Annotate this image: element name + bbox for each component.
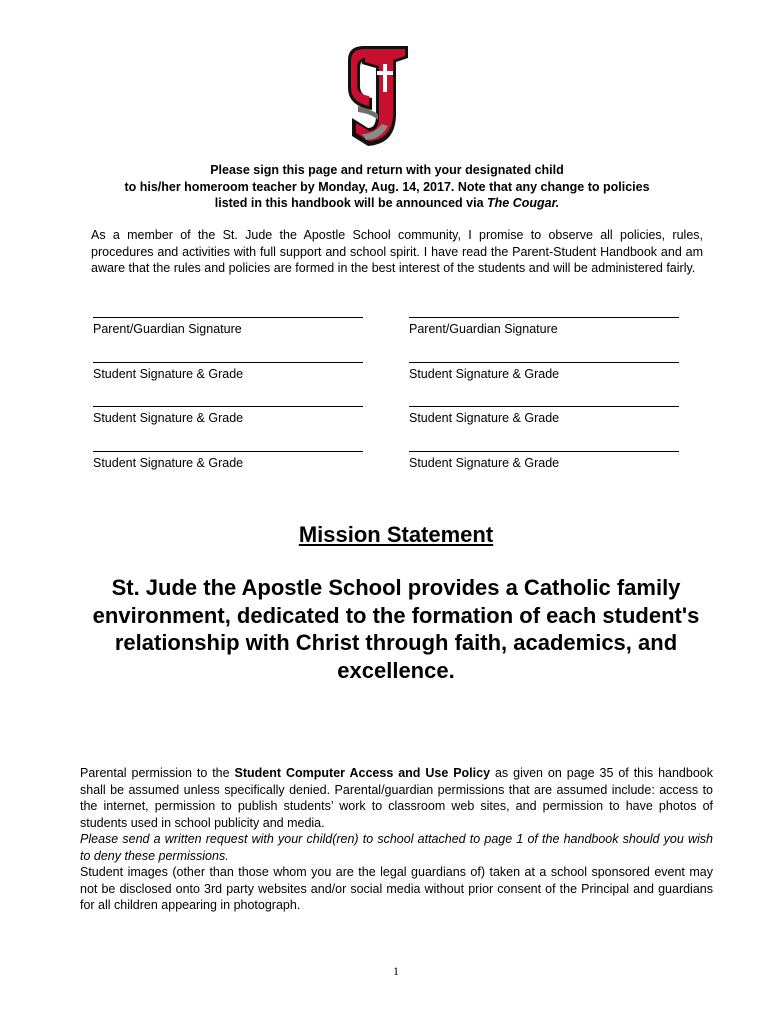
- signature-label: Student Signature & Grade: [409, 456, 560, 470]
- instructions-line-2: to his/her homeroom teacher by Monday, Aug. 14, 2017. Note that any change to policies: [124, 179, 650, 194]
- signature-label: Student Signature & Grade: [409, 367, 560, 381]
- page-number: 1: [393, 964, 399, 978]
- permission-details: as given on page 35 of this handbook shall be assumed unless specifically denied. Parental/guardian permissions that are assumed include: access to the internet, permission to publish students’ work to classroom web sites, and permission to have photos of students used in school publicity and media.: [80, 766, 713, 830]
- return-instructions: [80, 162, 694, 212]
- community-pledge: As a member of the St. Jude the Apostle School community, I promise to observe all policies, rules, procedures and activities with full support and school spirit. I have read the Parent-Student Handbook and am aware that the rules and policies are formed in the best interest of the students and will be administered fairly.: [91, 228, 703, 275]
- signature-line[interactable]: [409, 362, 679, 363]
- signature-label: Student Signature & Grade: [93, 367, 244, 381]
- policy-name: Student Computer Access and Use Policy: [234, 766, 491, 780]
- signature-label: Parent/Guardian Signature: [409, 322, 558, 336]
- st-jude-logo-icon: [338, 40, 434, 152]
- permission-paragraph: [80, 765, 713, 831]
- mission-text: St. Jude the Apostle School provides a Catholic family environment, dedicated to the formation of each student's relationship with Christ through faith, academics, and excellence.: [92, 575, 700, 683]
- instructions-line-3-text: listed in this handbook will be announced via: [214, 196, 488, 210]
- signature-line[interactable]: [409, 451, 679, 452]
- image-disclosure-paragraph: Student images (other than those whom you are the legal guardians of) taken at a school sponsored event may not be disclosed onto 3rd party websites and/or social media without prior consent of the Principal and guardians for all children appearing in photograph.: [80, 865, 713, 912]
- signature-label: Student Signature & Grade: [93, 411, 244, 425]
- signature-line[interactable]: [409, 317, 679, 318]
- newsletter-name: The Cougar.: [487, 196, 560, 210]
- signature-label: Parent/Guardian Signature: [93, 322, 242, 336]
- signature-line[interactable]: [93, 362, 363, 363]
- instructions-line-3: [80, 195, 694, 212]
- signature-label: Student Signature & Grade: [93, 456, 244, 470]
- mission-title: Mission Statement: [298, 522, 494, 547]
- signature-line[interactable]: [93, 317, 363, 318]
- signature-line[interactable]: [93, 451, 363, 452]
- deny-request-note: Please send a written request with your child(ren) to school attached to page 1 of the handbook should you wish to deny these permissions.: [80, 832, 713, 863]
- signature-line[interactable]: [409, 406, 679, 407]
- signature-line[interactable]: [93, 406, 363, 407]
- permission-section: [80, 765, 713, 914]
- instructions-line-1: Please sign this page and return with your designated child: [210, 163, 564, 177]
- permission-intro: Parental permission to the: [80, 766, 235, 780]
- signature-label: Student Signature & Grade: [409, 411, 560, 425]
